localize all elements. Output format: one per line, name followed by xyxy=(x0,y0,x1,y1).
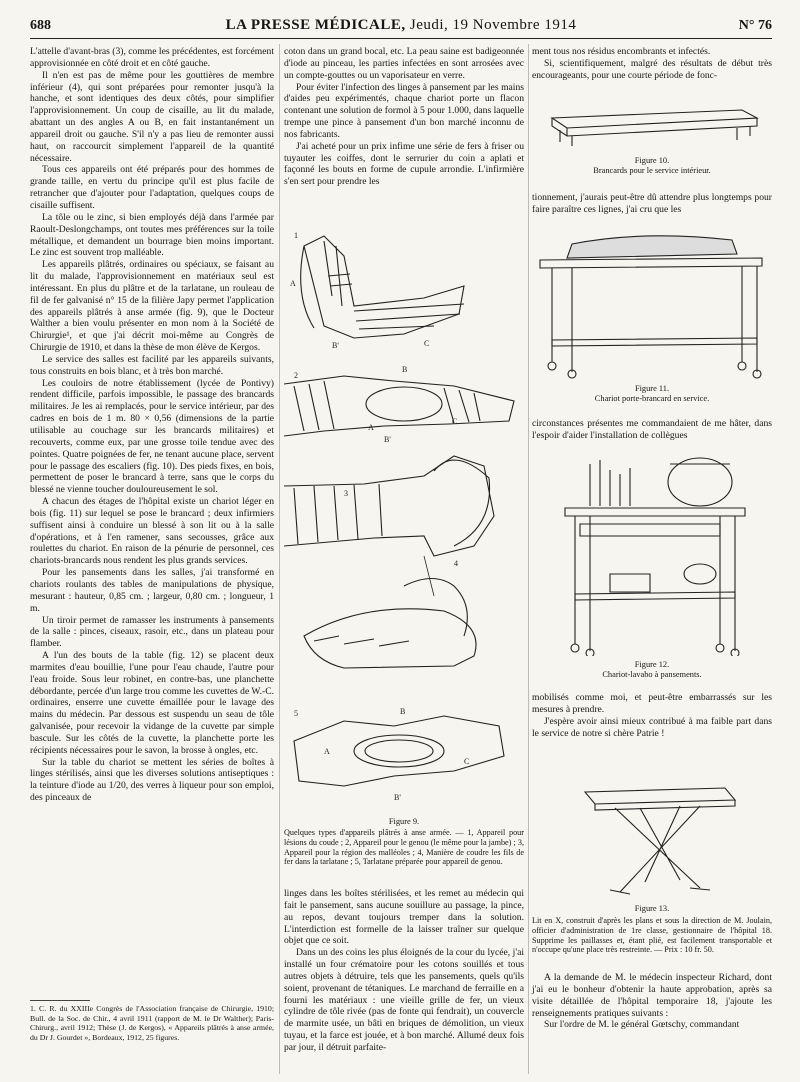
fig-letter: C xyxy=(464,757,470,766)
paragraph: Pour les pansements dans les salles, j'ai transformé en chariots roulants des tables de manipulations de physique, mesurant : hauteur, 0,85 cm. ; largeur, 0,80 cm. ; longueur, 1 m. xyxy=(30,567,274,614)
column-divider xyxy=(528,44,529,1074)
paragraph: Le service des salles est facilité par les appareils suivants, tous construits en bois blanc, et à très bon marché. xyxy=(30,353,274,377)
paragraph: Dans un des coins les plus éloignés de la cour du lycée, j'ai installé un four crématoire pour les cotons souillés et tous autres objets à détruire, tels que les pansements, quels qu'ils soient, provenant de tétaniques. Le marchand de ferraille en a fourni les matériaux : une vieille grille de fer, un vieux cylindre de tôle rivée (pas de fonte qui fendrait), un couvercle de marmite usée, un bâti en briques de démolition, un vieux tuyau, et la farce est jouée, et à bon marché. Allumé deux fois par jour, il détruit parfaite- xyxy=(284,947,524,1053)
footnote-rule xyxy=(30,1000,90,1001)
figure-13-illustration xyxy=(560,770,750,900)
paragraph: J'espère avoir ainsi mieux contribué à ma faible part dans le service de notre si chère Patrie ! xyxy=(532,715,772,739)
paragraph: La tôle ou le zinc, si bien employés déjà dans l'armée par Raoult-Deslongchamps, ont toutes mes préférences sur la toile métallique, et demandent un bourrage bien moins important. Le zinc est souvent trop malléable. xyxy=(30,211,274,259)
fig-letter: B' xyxy=(394,793,401,802)
header-rule xyxy=(30,38,772,39)
paragraph: linges dans les boîtes stérilisées, et les remet au médecin qui fait le pansement, sans aucune souillure au passage, la pince, au repos, devant toujours tremper dans la solution. L'interdiction est formelle de la laisser traîner sur quelque objet que ce soit. xyxy=(284,888,524,947)
column-3-mid1 xyxy=(532,192,772,216)
figure-12-caption: Chariot-lavabo à pansements. xyxy=(602,670,702,679)
fig-letter: B xyxy=(402,365,408,374)
paragraph: Sur la table du chariot se mettent les séries de boîtes à linges stérilisés, ainsi que les diverses solutions antiseptiques : la teinture d'iode au 1/20, des verres à liqueur pour son emploi, des pinceaux de xyxy=(30,756,274,804)
fig-letter: C xyxy=(452,417,458,426)
fig-letter: B xyxy=(400,707,406,716)
page-number: 688 xyxy=(30,18,51,33)
paragraph: mobilisés comme moi, et peut-être embarrassés sur les mesures à prendre. xyxy=(532,692,772,715)
paragraph: Sur l'ordre de M. le général Gœtschy, commandant xyxy=(544,1019,740,1031)
column-2-bottom xyxy=(284,888,524,1054)
paragraph: Les couloirs de notre établissement (lycée de Pontivy) rendent difficile, parfois impossible, le passage des brancards militaires. Je les ai remplacés, pour le service intérieur, par des cadres en bois de 1 m. 80 × 0,56 (dimensions de la partie utilisable au couchage sur les brancards militaires) et recouverts, comme eux, par une grosse toile tendue avec des pointes. Quatre poignées de fer, ne tenant aucune place, servent pour le passage des escaliers (fig. 10). Des pieds fixes, en bois, permettent de poser le brancard à terre, sans que le corps du blessé ne vienne toucher douloureusement le sol. xyxy=(30,377,274,496)
journal-title xyxy=(30,17,772,34)
figure-10-label: Figure 10. xyxy=(634,156,670,165)
column-2-top xyxy=(284,46,524,188)
paragraph: Les appareils plâtrés, ordinaires ou spéciaux, se faisant au lit du malade, l'approvisionnement en matériaux seul est intéressant. En plus du plâtre et de la tarlatane, un rouleau de fil de fer galvanisé n° 15 de la filière Japy permet l'application des appareils plâtrés à anse armée (fig. 9), que le Docteur Walther a bien voulu présenter en mon nom à la Société de Chirurgie¹, et que j'ai décrit moi-même au Congrès de Chirurgie de 1910, et dans la thèse de mon élève de Kergos. xyxy=(30,259,274,354)
figure-10-illustration xyxy=(532,100,772,152)
paragraph: circonstances présentes me commandaient de me hâter, dans l'espoir d'aider l'installation de collègues xyxy=(532,418,772,441)
column-1 xyxy=(30,46,274,804)
footnote: 1. C. R. du XXIIIe Congrès de l'Association française de Chirurgie, 1910; Bull. de la Soc. de Chir., 4 avril 1911 (rapport de M. le Dr Walther); Paris-Chirurg., avril 1912; Thèse (J. de Kergos), « Appareils plâtrés à anse armée, du Dr J. Gourdet », Bordeaux, 1912, 25 figures. xyxy=(30,1004,274,1042)
fig-letter-number: 2 xyxy=(294,371,298,380)
paragraph: A chacun des étages de l'hôpital existe un chariot léger en bois (fig. 11) sur lequel se pose le brancard ; deux infirmiers suffisent ainsi à conduire un blessé à son lit ou à la salle d'opérations, et à l'en ramener, sans secousses, grâce aux roulettes du chariot. En raison de la pénurie de personnel, ces chariots-brancards nous rendent les plus grands services. xyxy=(30,496,274,567)
fig-letter: A xyxy=(324,747,330,756)
paragraph: L'attelle d'avant-bras (3), comme les précédentes, est forcément approvisionnée en côté droit et en côté gauche. xyxy=(30,46,274,69)
paragraph: J'ai acheté pour un prix infime une série de fers à friser ou tuyauter les coiffes, dont le serrurier du coin a aplati et façonné les bouts en forme de cupule arrondie. L'infirmière s'en sert pour prendre les xyxy=(284,140,524,188)
paragraph: Pour éviter l'infection des linges à pansement par les mains d'aides peu expérimentés, chaque chariot porte un flacon contenant une solution de formol à 5 pour 1.000, dans laquelle trempe une pince à pansement d'un bon marché inconnu de nos fabricants. xyxy=(284,81,524,140)
paragraph: coton dans un grand bocal, etc. La peau saine est badigeonnée d'iode au pinceau, les parties infectées en sont arrosées avec un compte-gouttes ou un vaporisateur en verre. xyxy=(284,46,524,81)
figure-13-caption: Lit en X, construit d'après les plans et sous la direction de M. Joulain, officier d'administration de 1re classe, gestionnaire de l'hôpital 18. Supprime les paillasses et, étant plié, est facilement transportable et n'occupe qu'une place très restreinte. — Prix : 10 fr. 50. xyxy=(532,916,772,955)
issue-number: N° 76 xyxy=(738,18,772,33)
figure-13-label: Figure 13. xyxy=(634,904,670,913)
page-header xyxy=(30,14,772,38)
figure-9-caption: Quelques types d'appareils plâtrés à anse armée. — 1, Appareil pour lésions du coude ; 2, Appareil pour le genou (le même pour la jambe) ; 3, Appareil pour la région des malléoles ; 4, Manière de coudre les fils de fer dans la tarlatane ; 5, Tarlatane préparée pour appareil de genou. xyxy=(284,828,524,867)
figure-12-illustration xyxy=(560,446,750,656)
journal-name: LA PRESSE MÉDICALE, xyxy=(225,17,406,33)
fig-letter: A xyxy=(368,423,374,432)
column-3-top xyxy=(532,46,772,82)
paragraph: Un tiroir permet de ramasser les instruments à pansements de la salle : pinces, ciseaux, rasoir, etc., dans un plateau pour flamber. xyxy=(30,614,274,650)
paragraph: Il n'en est pas de même pour les gouttières de membre inférieur (4), qui sont préparées pour remonter jusqu'à la hanche, et sont identiques des deux côtés, pour simplifier l'approvisionnement. Un coup de cisaille, au lit du malade, abattant un des angles A ou B, en fait instantanément un appareil droit ou gauche. S'il n'y a pas lieu de remonter aussi haut, on raccourcit simplement l'appareil de la quantité nécessaire. xyxy=(30,69,274,164)
paragraph: A la demande de M. le médecin inspecteur Richard, dont j'ai eu le bonheur d'obtenir la haute approbation, après sa visite détaillée de l'hôpital temporaire 18, j'ajoute les renseignements pratiques suivants : xyxy=(532,972,772,1019)
figure-11-illustration xyxy=(532,222,772,380)
column-3-mid2 xyxy=(532,418,772,442)
fig-letter-number: 3 xyxy=(344,489,348,498)
paragraph: Tous ces appareils ont été préparés pour des hommes de grande taille, en vertu du principe qu'il est plus facile de retrancher que d'ajouter pour l'adaptation, quelques coups de cisaille suffisent. xyxy=(30,164,274,211)
column-3-mid3 xyxy=(532,692,772,739)
fig-letter: B' xyxy=(384,435,391,444)
column-3-bottom xyxy=(532,972,772,1031)
paragraph: Si, scientifiquement, malgré des résultats de début très encourageants, pour une courte période de fonc- xyxy=(532,57,772,81)
figure-11-caption: Chariot porte-brancard en service. xyxy=(594,394,710,403)
fig-letter: A xyxy=(290,279,296,288)
figure-9-illustration xyxy=(284,216,524,814)
figure-11-label: Figure 11. xyxy=(634,384,670,393)
figure-12-label: Figure 12. xyxy=(634,660,670,669)
fig-letter-number: 5 xyxy=(294,709,298,718)
issue-date: Jeudi, 19 Novembre 1914 xyxy=(409,17,577,33)
figure-9-label: Figure 9. xyxy=(388,817,420,826)
paragraph: A l'un des bouts de la table (fig. 12) se placent deux marmites d'eau bouillie, l'une pour l'eau chaude, l'autre pour l'eau froide. Sous leur robinet, en contre-bas, une planchette débordante, percée d'un large trou comme les cuvettes de W.-C. ordinaires, enserre une cuvette émaillée pour le lavage des mains du médecin. Par dessous est suspendu un seau de tôle galvanisée, pour recevoir la vidange de la cuvette par simple bascule. Sur les côtés de la cuvette, la planchette porte les récipients nécessaires pour le savon, la brosse à ongles, etc. xyxy=(30,650,274,756)
fig-letter: B' xyxy=(332,341,339,350)
paragraph: ment tous nos résidus encombrants et infectés. xyxy=(532,46,711,57)
column-divider xyxy=(279,44,280,1074)
figure-10-caption: Brancards pour le service intérieur. xyxy=(593,166,711,175)
fig-letter-number: 1 xyxy=(294,231,298,240)
fig-letter: C xyxy=(424,339,430,348)
fig-letter-number: 4 xyxy=(454,559,458,568)
paragraph: tionnement, j'aurais peut-être dû attendre plus longtemps pour faire paraître ces lignes, j'ai cru que les xyxy=(532,192,772,215)
